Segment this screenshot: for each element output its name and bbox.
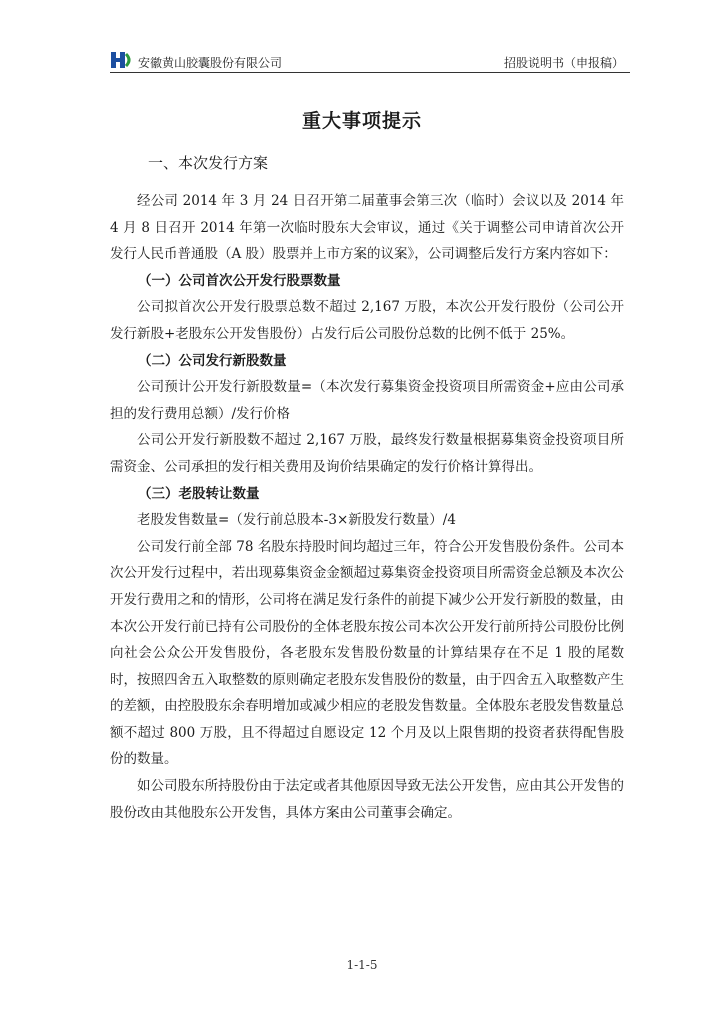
- subsection-3-note: 如公司股东所持股份由于法定或者其他原因导致无法公开发售，应由其公开发售的股份改由其他股东公开发售，具体方案由公司董事会确定。: [110, 778, 624, 821]
- subsection-2-formula: 公司预计公开发行新股数量=（本次发行募集资金投资项目所需资金+应由公司承担的发行费用总额）/发行价格: [110, 379, 624, 422]
- page-title: 重大事项提示: [301, 110, 422, 132]
- document-type: 招股说明书（申报稿）: [503, 56, 624, 70]
- intro-paragraph: 经公司 2014 年 3 月 24 日召开第二届董事会第三次（临时）会议以及 2014 年 4 月 8 日召开 2014 年第一次临时股东大会审议，通过《关于调整公司申请首次公开发行人民币普通股（A 股）股票并上市方案的议案》，公司调整后发行方案内容如下：: [110, 193, 624, 263]
- subsection-3-formula: 老股发售数量=（发行前总股本-3×新股发行数量）/4: [137, 512, 456, 529]
- subsection-2-text: 公司公开发行新股数不超过 2,167 万股，最终发行数量根据募集资金投资项目所需资金、公司承担的发行相关费用及询价结果确定的发行价格计算得出。: [110, 432, 624, 475]
- company-name: 安徽黄山胶囊股份有限公司: [138, 56, 283, 70]
- subsection-1-text: 公司拟首次公开发行股票总数不超过 2,167 万股，本次公开发行股份（公司公开发行新股+老股东公开发售股份）占发行后公司股份总数的比例不低于 25%。: [110, 299, 624, 342]
- subsection-heading-3: （三）老股转让数量: [138, 485, 260, 502]
- subsection-heading-1: （一）公司首次公开发行股票数量: [138, 272, 341, 289]
- page-number: 1-1-5: [346, 958, 378, 972]
- section-heading: 一、本次发行方案: [148, 154, 269, 172]
- company-logo-icon: [110, 51, 132, 69]
- subsection-3-text: 公司发行前全部 78 名股东持股时间均超过三年，符合公开发售股份条件。公司本次公开发行过程中，若出现募集资金金额超过募集资金投资项目所需资金总额及本次公开发行费用之和的情形，公司将在满足发行条件的前提下减少公开发行新股的数量，由本次公开发行前已持有公司股份的全体老股东按公司本次公开发行前所持公司股份比例向社会公众公开发售股份，各老股东发售股份数量的计算结果存在不足 1 股的尾数时，按照四舍五入取整数的原则确定老股东发售股份的数量，由于四舍五入取整数产生的差额，由控股股东余春明增加或减少相应的老股发售数量。全体股东老股发售数量总额不超过 800 万股，且不得超过自愿设定 12 个月及以上限售期的投资者获得配售股份的数量。: [110, 538, 624, 768]
- page-header: [110, 50, 630, 73]
- subsection-heading-2: （二）公司发行新股数量: [138, 352, 287, 369]
- main-content: [110, 188, 624, 826]
